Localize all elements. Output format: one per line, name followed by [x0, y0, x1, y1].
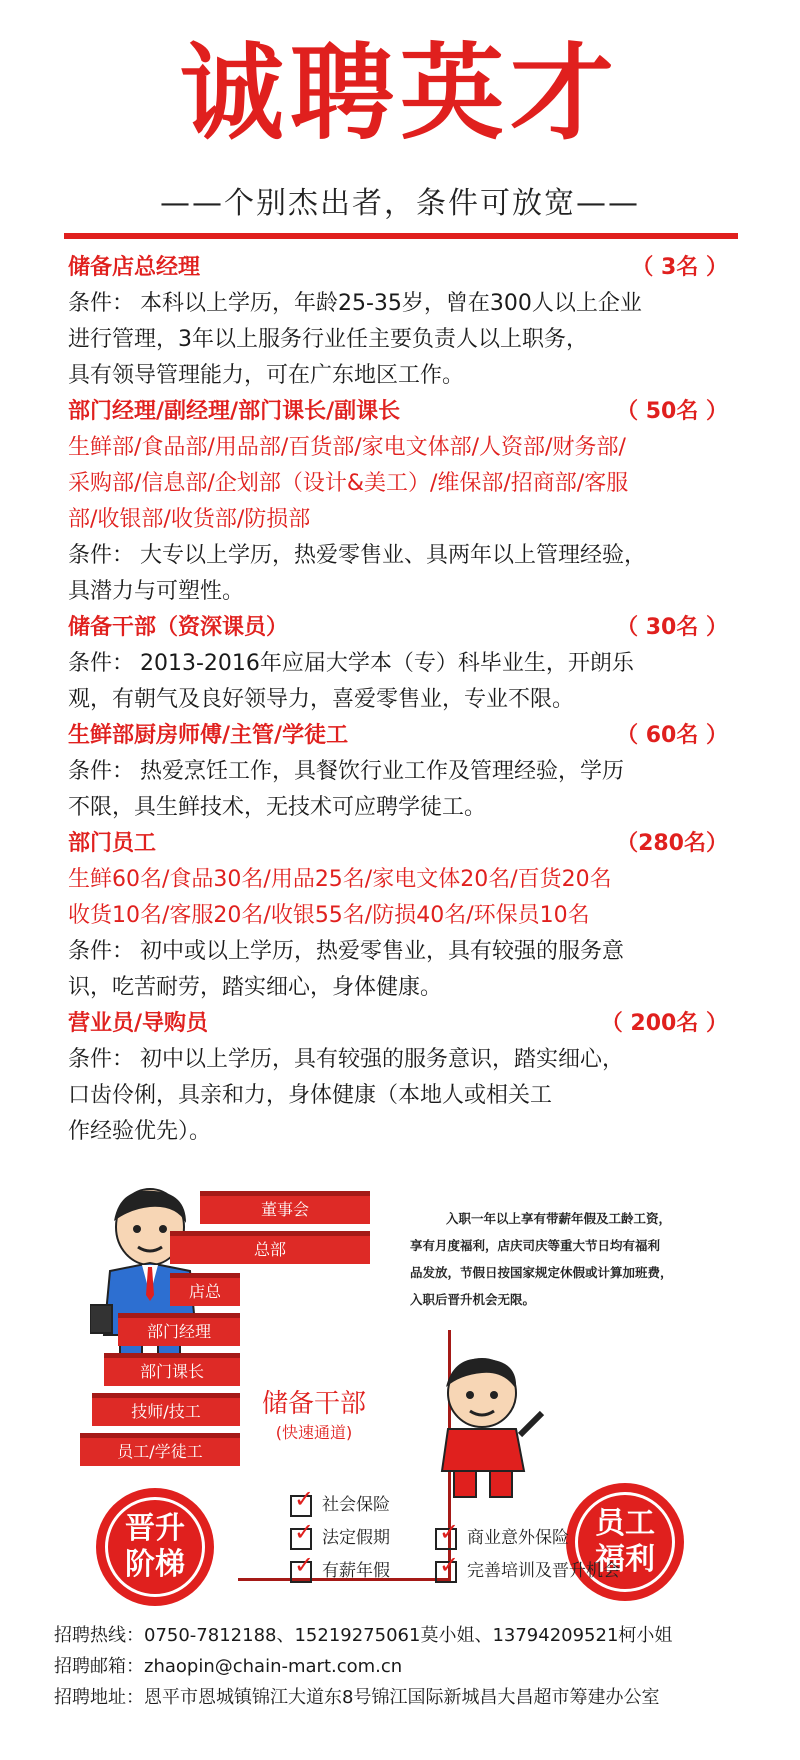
check-label: 完善培训及晋升机会 — [467, 1561, 620, 1581]
condition-line: 热爱烹饪工作，具餐饮行业工作及管理经验，学历 — [140, 759, 625, 784]
job-condition — [68, 646, 728, 682]
job-kitchen-chef — [68, 718, 728, 826]
check-item — [435, 1551, 620, 1583]
ladder-step: 部门课长 — [104, 1353, 240, 1386]
job-sales-clerk — [68, 1006, 728, 1150]
job-count: （ 200名 ） — [600, 1011, 728, 1036]
ladder-step: 总部 — [170, 1231, 370, 1264]
welfare-badge — [566, 1483, 684, 1601]
department-line: 部/收银部/收货部/防损部 — [68, 507, 311, 532]
email-text: 招聘邮箱：zhaopin@chain-mart.com.cn — [54, 1656, 403, 1677]
job-count: （ 60名 ） — [616, 723, 728, 748]
checkmark-icon: ✓ — [294, 1551, 315, 1579]
promotion-badge-line: 阶梯 — [125, 1547, 185, 1582]
job-condition — [68, 1042, 728, 1078]
job-reserve-cadre — [68, 610, 728, 718]
job-count: （ 30名 ） — [616, 615, 728, 640]
job-dept-manager — [68, 394, 728, 610]
job-title: 储备干部（资深课员） — [68, 615, 289, 640]
condition-label: 条件： — [68, 651, 135, 676]
page-title: 诚聘英才 — [179, 31, 620, 154]
ladder-step: 董事会 — [200, 1191, 370, 1224]
condition-label: 条件： — [68, 1047, 135, 1072]
job-store-manager — [68, 250, 728, 394]
condition-label: 条件： — [68, 291, 135, 316]
department-line: 采购部/信息部/企划部（设计&美工）/维保部/招商部/客服 — [68, 471, 629, 496]
job-count: （ 3名 ） — [631, 255, 728, 280]
page-subtitle: ——个别杰出者，条件可放宽—— — [160, 186, 640, 221]
promotion-badge — [96, 1488, 214, 1606]
check-label: 商业意外保险 — [467, 1528, 569, 1548]
job-staff — [68, 826, 728, 1006]
condition-line: 观，有朝气及良好领导力，喜爱零售业，专业不限。 — [68, 687, 575, 712]
job-title: 部门员工 — [68, 831, 157, 856]
ladder-step: 店总 — [170, 1273, 240, 1306]
benefit-line: 享有月度福利，店庆司庆等重大节日均有福利 — [410, 1238, 661, 1253]
condition-line: 进行管理，3年以上服务行业任主要负责人以上职务， — [68, 327, 588, 352]
condition-line: 初中或以上学历，热爱零售业，具有较强的服务意 — [140, 939, 625, 964]
welfare-badge-line: 员工 — [595, 1506, 655, 1541]
job-count: （ 50名 ） — [616, 399, 728, 424]
benefit-line: 入职后晋升机会无限。 — [410, 1292, 536, 1307]
checkmark-icon: ✓ — [439, 1518, 460, 1546]
condition-line: 具有领导管理能力，可在广东地区工作。 — [68, 363, 465, 388]
department-line: 收货10名/客服20名/收银55名/防损40名/环保员10名 — [68, 903, 590, 928]
check-label: 法定假期 — [322, 1528, 390, 1548]
checkmark-icon: ✓ — [294, 1485, 315, 1513]
department-line: 生鲜60名/食品30名/用品25名/家电文体20名/百货20名 — [68, 867, 612, 892]
benefit-description — [410, 1205, 740, 1313]
benefit-line: 品发放，节假日按国家规定休假或计算加班费， — [410, 1265, 673, 1280]
benefit-line: 入职一年以上享有带薪年假及工龄工资， — [446, 1211, 672, 1226]
condition-line: 口齿伶俐，具亲和力，身体健康（本地人或相关工 — [68, 1083, 553, 1108]
ladder-step: 部门经理 — [118, 1313, 240, 1346]
job-title: 营业员/导购员 — [68, 1011, 209, 1036]
checkmark-icon: ✓ — [294, 1518, 315, 1546]
job-condition — [68, 934, 728, 970]
ladder-step: 员工/学徒工 — [80, 1433, 240, 1466]
welfare-badge-line: 福利 — [595, 1542, 655, 1577]
check-item — [290, 1551, 390, 1583]
reserve-cadre-label — [262, 1383, 366, 1443]
address-text: 招聘地址：恩平市恩城镇锦江大道东8号锦江国际新城昌大昌超市筹建办公室 — [54, 1687, 660, 1708]
condition-line: 识，吃苦耐劳，踏实细心，身体健康。 — [68, 975, 443, 1000]
check-label: 社会保险 — [322, 1495, 390, 1515]
promotion-badge-line: 晋升 — [125, 1511, 185, 1546]
job-count: （280名） — [616, 831, 728, 856]
check-label: 有薪年假 — [322, 1561, 390, 1581]
condition-line: 大专以上学历，热爱零售业、具两年以上管理经验， — [140, 543, 647, 568]
ladder-step: 技师/技工 — [92, 1393, 240, 1426]
job-title: 部门经理/副经理/部门课长/副课长 — [68, 399, 401, 424]
condition-line: 具潜力与可塑性。 — [68, 579, 245, 604]
reserve-sub: (快速通道) — [275, 1423, 353, 1442]
job-title: 生鲜部厨房师傅/主管/学徒工 — [68, 723, 349, 748]
job-list — [68, 250, 728, 1150]
contact-footer — [54, 1620, 774, 1713]
climbing-boy-icon — [420, 1353, 550, 1503]
condition-label: 条件： — [68, 939, 135, 964]
condition-line: 作经验优先）。 — [68, 1119, 212, 1144]
checkmark-icon: ✓ — [439, 1551, 460, 1579]
job-condition — [68, 538, 728, 574]
check-item — [290, 1485, 390, 1517]
check-item — [435, 1518, 569, 1550]
hotline-text: 招聘热线：0750-7812188、15219275061莫小姐、13794209521柯小姐 — [54, 1625, 673, 1646]
condition-line: 本科以上学历，年龄25-35岁，曾在300人以上企业 — [140, 291, 642, 316]
check-item — [290, 1518, 390, 1550]
job-condition — [68, 754, 728, 790]
condition-line: 初中以上学历，具有较强的服务意识，踏实细心， — [140, 1047, 625, 1072]
title-divider — [64, 233, 738, 239]
job-title: 储备店总经理 — [68, 255, 201, 280]
reserve-title: 储备干部 — [262, 1389, 367, 1419]
condition-line: 2013-2016年应届大学本（专）科毕业生，开朗乐 — [140, 651, 634, 676]
department-line: 生鲜部/食品部/用品部/百货部/家电文体部/人资部/财务部/ — [68, 435, 626, 460]
condition-label: 条件： — [68, 543, 135, 568]
condition-line: 不限，具生鲜技术，无技术可应聘学徒工。 — [68, 795, 487, 820]
condition-label: 条件： — [68, 759, 135, 784]
job-condition — [68, 286, 728, 322]
